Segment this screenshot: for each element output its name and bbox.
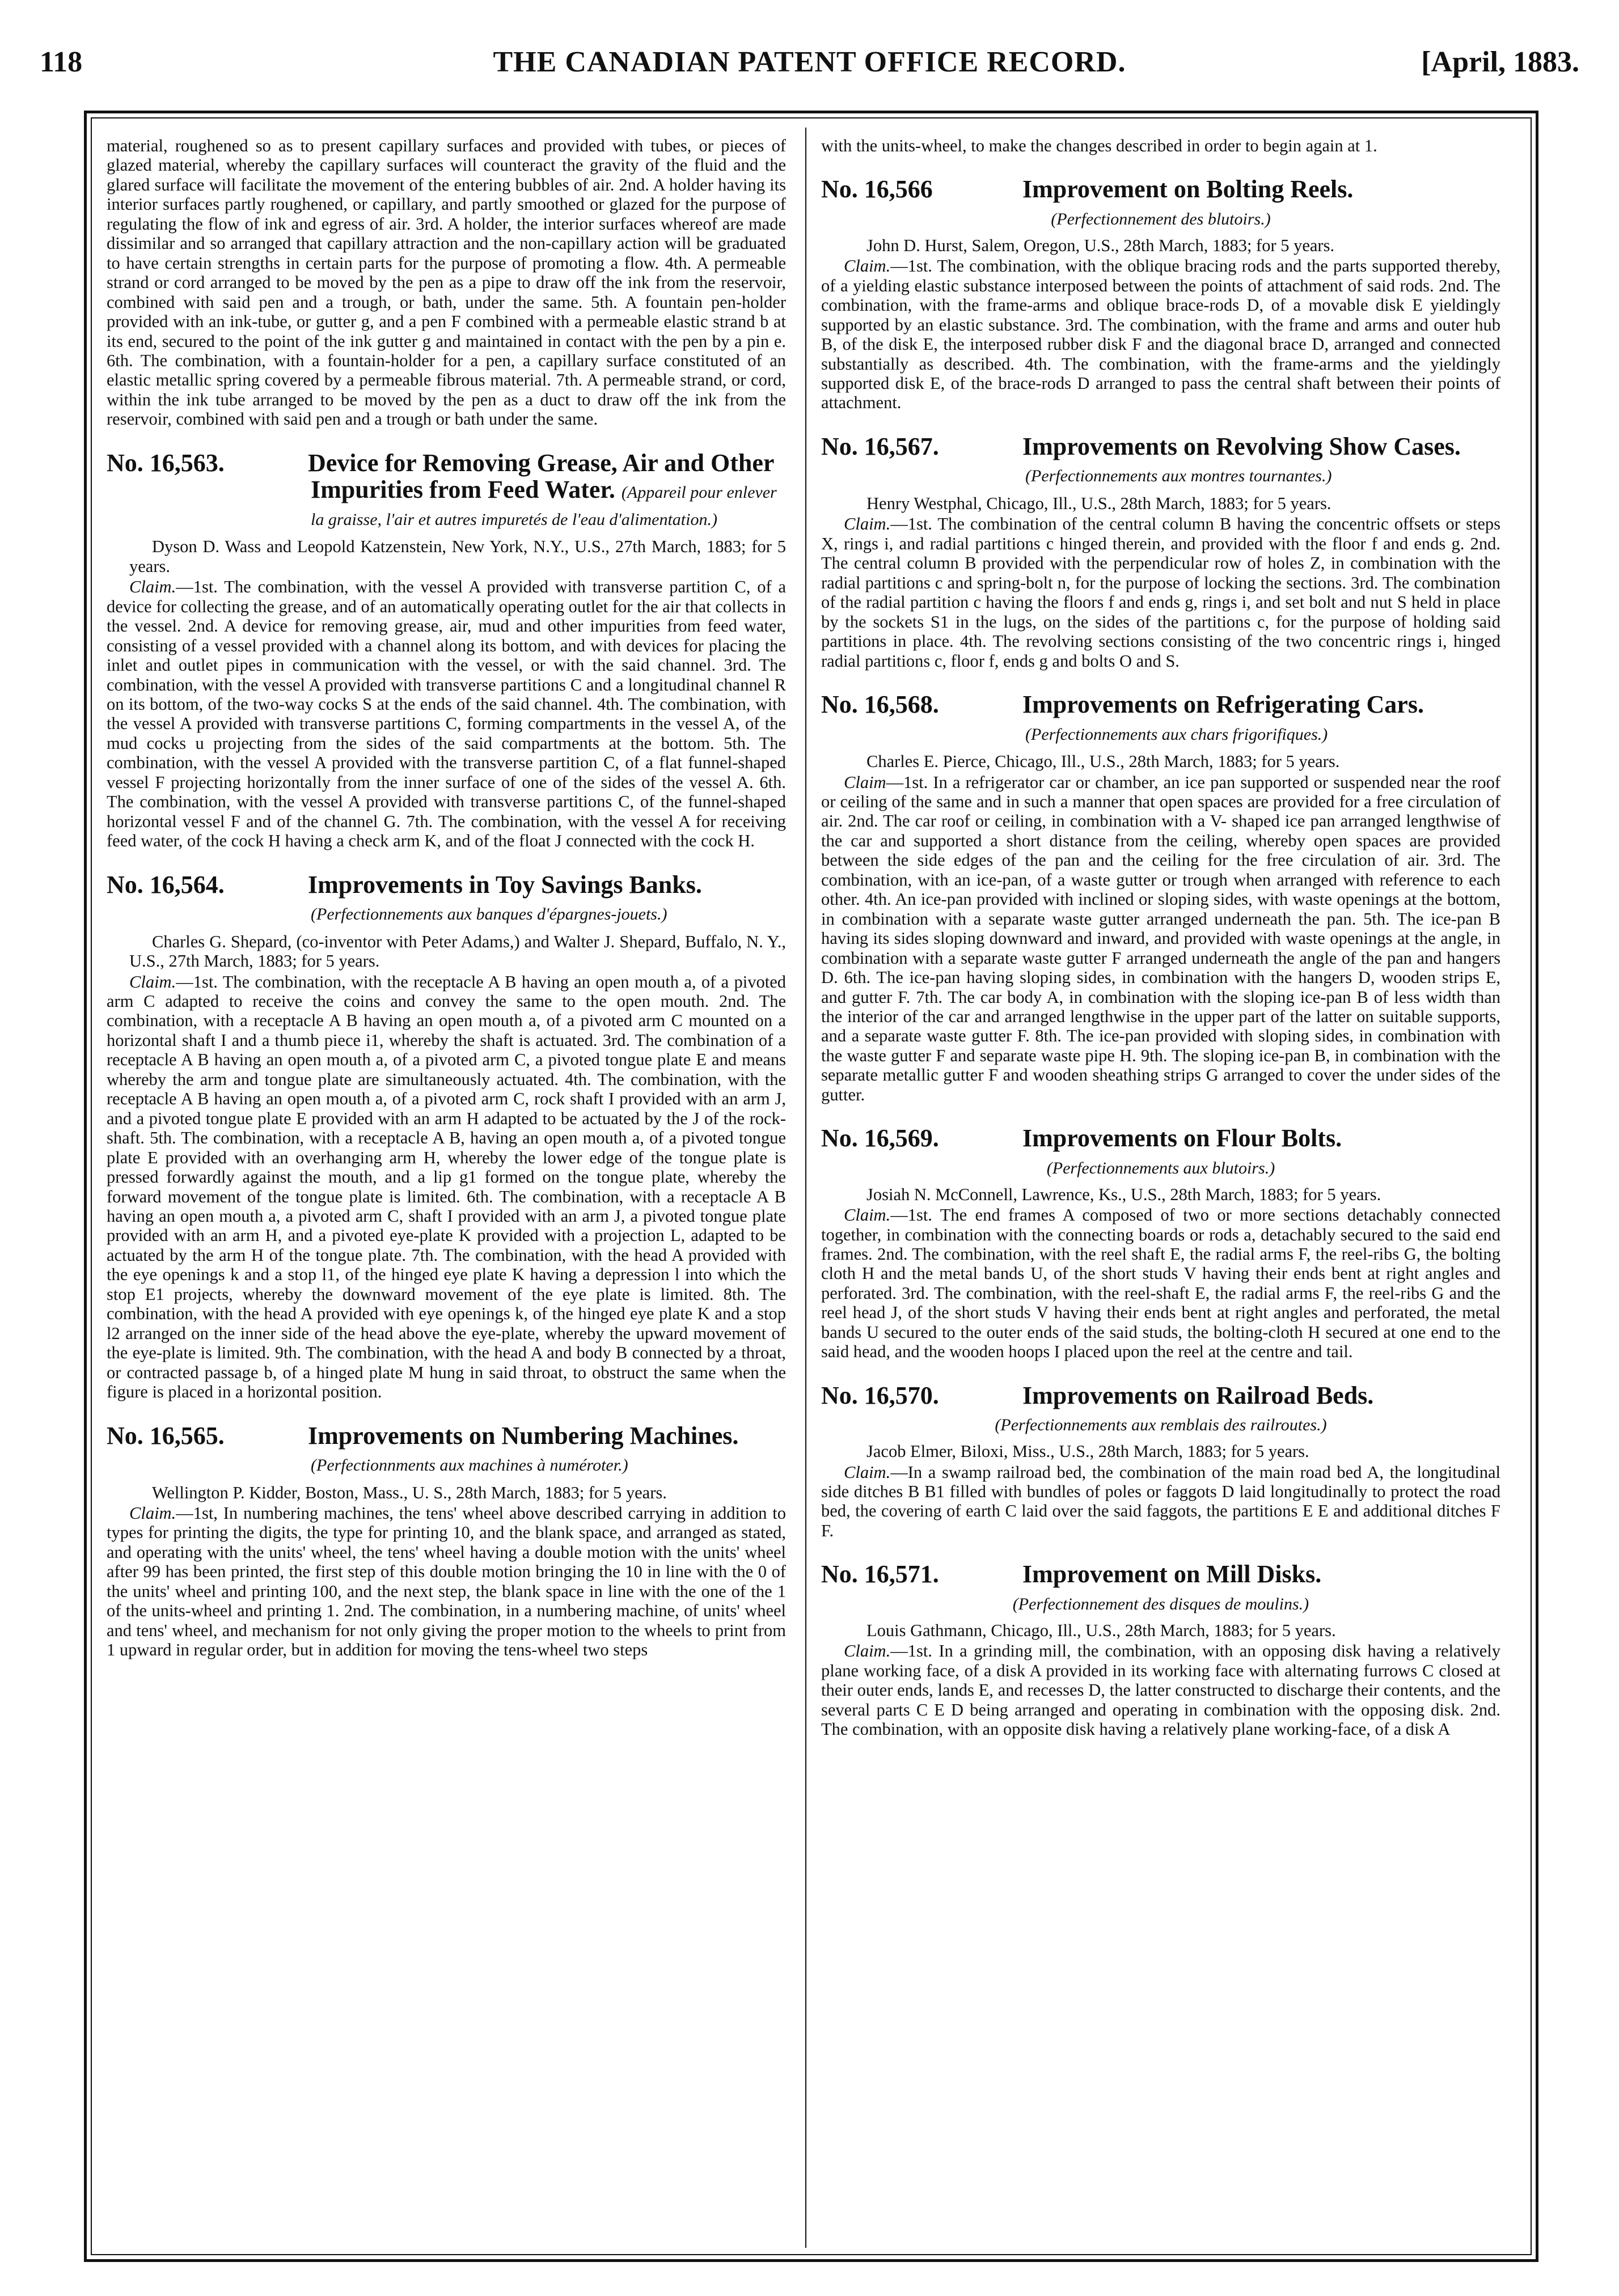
entry-heading (821, 433, 1500, 487)
claim-label: Claim. (129, 577, 176, 597)
french-title: (Perfectionnement des blutoirs.) (1051, 209, 1271, 228)
entry-heading (821, 176, 1500, 203)
claim-paragraph (107, 1503, 786, 1660)
right-column (821, 136, 1500, 2242)
claim-text: —In a swamp railroad bed, the combination of the main road bed A, the longitudinal side ditches B B1 filled with bundles of poles or faggots D laid longitudinally to protect the road bed, the covering of earth C laid over the said faggots, the partitions E E and additional ditches F F. (821, 1462, 1500, 1540)
entry-heading (107, 450, 786, 531)
continuation-text: material, roughened so as to present capillary surfaces and provided with tubes, or pieces of glazed material, whereby the capillary surfaces will counteract the gravity of the fluid and the glared surface will facilitate the movement of the entering bubbles of air. 2nd. A holder having its interior surfaces partly roughened, or capillary, and partly smoothed or glazed for the purpose of regulating the flow of ink and egress of air. 3rd. A holder, the interior surfaces whereof are made dissimilar and so arranged that capillary attraction and the non-capillary action will be graduated to have certain strengths in certain parts for the purpose of promoting a flow. 4th. A permeable strand or cord arranged to be moved by the pen as a pipe to draw off the ink from the reservoir, combined with said pen and a trough, or bath, under the same. 5th. A fountain pen-holder provided with an ink-tube, or gutter g, and a pen F combined with a permeable elastic strand b at its end, secured to the point of the ink gutter g and maintained in contact with the pen by a pin e. 6th. The combination, with a fountain-holder for a pen, a capillary surface constituted of an elastic metallic spring covered by a permeable fibrous material. 7th. A permeable strand, or cord, within the ink tube arranged to be moved by the pen as a duct to draw off the ink from the reservoir, combined with said pen and a trough or bath under the same. (107, 136, 786, 429)
claim-text: —1st, In numbering machines, the tens' wheel above described carrying in addition to types for printing the digits, the type for printing 10, and the blank space, and arranged as stated, and operating with the units' wheel, the tens' wheel having a double motion with the units' wheel after 99 has been printed, the first step of this double motion bringing the 10 in line with the 0 of the units' wheel and printing 100, and the next step, the blank space in line with the one of the 1 of the units-wheel and printing 1. 2nd. The combination, in a numbering machine, of units' wheel and tens' wheel, and mechanism for not only giving the proper motion to the wheels to print from 1 upward in regular order, but in addition for moving the tens-wheel two steps (107, 1503, 786, 1660)
patent-entry-16563 (107, 450, 786, 851)
patent-entry-16571 (821, 1561, 1500, 1739)
patent-title: Improvements in Toy Savings Banks. (308, 870, 702, 899)
claim-paragraph (821, 1463, 1500, 1541)
claim-label: Claim. (129, 972, 176, 992)
french-title: (Perfectionnement des disques de moulins.) (1012, 1594, 1309, 1613)
claim-paragraph (821, 773, 1500, 1105)
patentee-line: Charles E. Pierce, Chicago, Ill., U.S., 28th March, 1883; for 5 years. (866, 752, 1340, 772)
claim-paragraph (821, 256, 1500, 413)
patent-number: No. 16,568. (821, 691, 939, 719)
continuation-text: with the units-wheel, to make the changes described in order to begin again at 1. (821, 136, 1377, 155)
claim-label: Claim (844, 772, 886, 792)
claim-text: —1st. The combination, with the receptacle A B having an open mouth a, of a pivoted arm C adapted to receive the coins and convey the same to the open mouth. 2nd. The combination, with a receptacle A B having an open mouth a, of a pivoted arm C mounted on a horizontal shaft I and a thumb piece i1, whereby the shaft is actuated. 3rd. The combination of a receptacle A B having an open mouth a, of a pivoted arm C, a pivoted tongue plate E and means whereby the arm and tongue plate are simultaneously actuated. 4th. The combination, with the receptacle A B having an open mouth a, of a pivoted arm C, rock shaft I provided with an arm J, and a pivoted tongue plate E provided with an arm H adapted to be actuated by the J of the rock-shaft. 5th. The combination, with a receptacle A B, having an open mouth a, of a pivoted tongue plate E provided with an overhanging arm H, whereby the lower edge of the tongue plate is pressed forwardly against the mouth, and a lip g1 formed on the tongue plate, whereby the forward movement of the tongue plate is limited. 6th. The combination, with a receptacle A B having an open mouth a, a pivoted arm C, shaft I provided with an arm J, a pivoted tongue plate provided with an arm H, and a pivoted eye-plate K provided with a projection L, adapted to be actuated by the arm H of the tongue plate. 7th. The combination, with the head A provided with the eye openings k and a stop l1, of the hinged eye plate K having a depression l into which the stop E1 projects, whereby the downward movement of the eye plate is limited. 8th. The combination, with the head A provided with eye openings k, of the hinged eye plate K and a stop l2 arranged on the inner side of the head above the eye-plate, whereby the upward movement of the eye-plate is limited. 9th. The combination, with the head A and body B connected by a throat, or contracted passage b, of a hinged plate M hung in said throat, to obstruct the same when the figure is placed in a horizontal position. (107, 972, 786, 1402)
entry-heading (821, 1382, 1500, 1409)
french-title: (Perfectionnements aux montres tournantes.) (1025, 467, 1332, 486)
patentee-line: Louis Gathmann, Chicago, Ill., U.S., 28th March, 1883; for 5 years. (866, 1620, 1336, 1640)
patent-number: No. 16,564. (107, 870, 225, 899)
claim-text: —1st. The combination, with the vessel A provided with transverse partition C, of a device for collecting the grease, and of an automatically operating outlet for the air that collects in the vessel. 2nd. A device for removing grease, air, mud and other impurities from feed water, consisting of a vessel provided with a channel along its bottom, and with devices for placing the inlet and outlet pipes in communication with the vessel, or with the said channel. 3rd. The combination, with the vessel A provided with transverse partitions C and a longitudinal channel R on its bottom, of the two-way cocks S at the ends of the said channel. 4th. The combination, with the vessel A provided with transverse partitions C, forming compartments in the vessel A, of the mud cocks u projecting from the sides of the said compartments at the bottom. 5th. The combination, with the vessel A provided with the transverse partition C, of a flat funnel-shaped vessel F projecting horizontally from the inner surface of one of the sides of the vessel A. 6th. The combination, with the vessel A provided with transverse partitions C, of the funnel-shaped horizontal vessel F and of the channel G. 7th. The combination, with the vessel A for receiving feed water, of the cock H having a check arm K, and of the float J connected with the cock H. (107, 577, 786, 851)
patentee-line: Jacob Elmer, Biloxi, Miss., U.S., 28th March, 1883; for 5 years. (866, 1442, 1309, 1462)
claim-label: Claim. (844, 256, 891, 276)
page-number: 118 (40, 46, 83, 78)
patent-number: No. 16,566 (821, 175, 933, 204)
patent-title: Improvements on Revolving Show Cases. (1022, 432, 1461, 460)
patent-number: No. 16,567. (821, 432, 939, 460)
patentee-line: Charles G. Shepard, (co-inventor with Peter Adams,) and Walter J. Shepard, Buffalo, N. Y., U.S., 27th March, 1883; for 5 years. (129, 931, 786, 971)
issue-date: [April, 1883. (1421, 46, 1579, 78)
patent-number: No. 16,565. (107, 1421, 225, 1450)
patentee-line: Josiah N. McConnell, Lawrence, Ks., U.S., 28th March, 1883; for 5 years. (866, 1184, 1381, 1204)
patent-entry-16564 (107, 871, 786, 1402)
claim-paragraph (821, 1641, 1500, 1739)
patent-entry-16567 (821, 433, 1500, 671)
patentee-line: John D. Hurst, Salem, Oregon, U.S., 28th March, 1883; for 5 years. (866, 235, 1335, 255)
claim-label: Claim. (129, 1503, 176, 1523)
patent-title: Improvements on Flour Bolts. (1022, 1124, 1342, 1153)
patent-title: Improvement on Bolting Reels. (1022, 175, 1354, 204)
claim-label: Claim. (844, 514, 891, 534)
claim-paragraph (821, 1205, 1500, 1362)
journal-title: THE CANADIAN PATENT OFFICE RECORD. (493, 46, 1126, 78)
patent-entry-16565 (107, 1422, 786, 1660)
patent-entry-16568 (821, 691, 1500, 1104)
patentee-line: Dyson D. Wass and Leopold Katzenstein, New York, N.Y., U.S., 27th March, 1883; for 5 years. (129, 537, 786, 576)
entry-heading (821, 691, 1500, 745)
french-title: (Perfectionnements aux banques d'épargnes-jouets.) (311, 905, 667, 924)
claim-label: Claim. (844, 1205, 891, 1225)
patentee-line: Wellington P. Kidder, Boston, Mass., U. S., 28th March, 1883; for 5 years. (152, 1482, 667, 1502)
patent-title: Improvement on Mill Disks. (1022, 1560, 1322, 1588)
entry-heading (821, 1125, 1500, 1152)
claim-text: —1st. The combination, with the oblique bracing rods and the parts supported thereby, of a yielding elastic substance interposed between the points of attachment of said rods. 2nd. The combination, with the frame-arms and oblique brace-rods D, of a movable disk E yieldingly supported by an elastic substance. 3rd. The combination, with the frame and arms and outer hub B, of the disk E, the interposed rubber disk F and the diagonal brace D, arranged and connected substantially as described. 4th. The combination, with the frame-arms and the yieldingly supported disk E, of the brace-rods D arranged to pass the central shaft between their points of attachment. (821, 256, 1500, 413)
patent-number: No. 16,563. (107, 448, 225, 477)
claim-text: —1st. The end frames A composed of two or more sections detachably connected together, in combination with the connecting boards or rods a, detachably secured to the said end frames. 2nd. The combination, with the reel shaft E, the radial arms F, the reel-ribs G, the bolting cloth H and the metal bands U, of the short studs V having their ends bent at right angles and perforated. 3rd. The combination, with the reel-shaft E, the radial arms F, the reel-ribs G and the reel head J, of the short studs V having their ends bent at right angles and perforated, the metal bands U secured to the outer ends of the said studs, the bolting-cloth H secured at one end to the said head, and the wooden hoops I placed upon the reel at the centre and tail. (821, 1205, 1500, 1362)
patent-entry-16570 (821, 1382, 1500, 1541)
french-title: (Appareil pour enlever la graisse, l'air et autres impuretés de l'eau d'alimentation.) (311, 483, 777, 529)
patent-title: Improvements on Numbering Machines. (308, 1421, 739, 1450)
french-title: (Perfectionnments aux machines à numéroter.) (311, 1456, 628, 1475)
patentee-line: Henry Westphal, Chicago, Ill., U.S., 28th March, 1883; for 5 years. (866, 493, 1331, 513)
patent-title: Improvements on Refrigerating Cars. (1022, 691, 1424, 719)
claim-text: —1st. The combination of the central column B having the concentric offsets or steps X, rings i, and radial partitions c hinged therein, and provided with the floor f and ends g. 2nd. The central column B provided with the perpendicular row of holes Z, in combination with the radial partitions c and spring-bolt n, for the purpose of locking the sections. 3rd. The combination of the radial partition c having the floors f and ends g, rings i, and set bolt and nut S held in place by the sockets S1 in the lugs, on the sides of the partitions c, for the purpose of holding said partitions in place. 4th. The revolving sections consisting of the two concentric rings i, hinged radial partitions c, floor f, ends g and bolts O and S. (821, 514, 1500, 671)
patent-number: No. 16,569. (821, 1124, 939, 1153)
running-head (40, 45, 1579, 85)
patent-entry-16569 (821, 1125, 1500, 1361)
entry-heading (107, 1422, 786, 1476)
entry-heading (821, 1561, 1500, 1588)
claim-paragraph (821, 514, 1500, 671)
claim-text: —1st. In a refrigerator car or chamber, an ice pan supported or suspended near the roof or ceiling of the same and in such a manner that open spaces are provided for a free circulation of air. 2nd. The car roof or ceiling, in combination with a V- shaped ice pan arranged lengthwise of the car and supported a short distance from the ceiling, whereby open spaces are provided between the side edges of the pan and the ceiling for the free circulation of air. 3rd. The combination, with an ice-pan, of a waste gutter or trough when arranged with reference to each other. 4th. An ice-pan provided with inclined or sloping sides, with waste openings at the bottom, in combination with a separate waste gutter arranged underneath the pan. 5th. The ice-pan B having its sides sloping downward and inward, and provided with waste openings at the angle, in combination with a separate waste gutter F arranged underneath the angle of the pan and hangers D. 6th. The ice-pan having sloping sides, in combination with the hangers D, wooden strips E, and gutter F. 7th. The car body A, in combination with the sloping ice-pan B of less width than the interior of the car and arranged lengthwise in the upper part of the latter on suitable supports, and a separate waste gutter F. 8th. The ice-pan provided with sloping sides, in combination with the waste gutter F and separate waste pipe H. 9th. The sloping ice-pan B, in combination with the separate metallic gutter F and wooden sheathing strips G arranged to cover the under sides of the gutter. (821, 772, 1500, 1104)
entry-heading (107, 871, 786, 925)
patent-number: No. 16,571. (821, 1560, 939, 1588)
patent-title: Improvements on Railroad Beds. (1022, 1381, 1374, 1409)
patent-entry-16566 (821, 176, 1500, 412)
claim-paragraph (107, 972, 786, 1402)
french-title: (Perfectionnements aux remblais des railroutes.) (995, 1416, 1327, 1435)
patent-title: Device for Removing Grease, Air and Other Impurities from Feed Water. (308, 448, 774, 504)
column-divider (805, 128, 806, 2248)
french-title: (Perfectionnements aux blutoirs.) (1046, 1158, 1275, 1177)
french-title: (Perfectionnements aux chars frigorifiques.) (1025, 725, 1328, 744)
claim-text: —1st. In a grinding mill, the combination, with an opposing disk having a relatively plane working face, of a disk A provided in its working face with alternating furrows C closed at their outer ends, lands E, and recesses D, the latter constructed to discharge their contents, and the several parts C E D being arranged and operating in combination with the opposing disk. 2nd. The combination, with an opposite disk having a relatively plane working-face, of a disk A (821, 1641, 1500, 1739)
claim-paragraph (107, 577, 786, 850)
claim-label: Claim. (844, 1641, 891, 1661)
patent-number: No. 16,570. (821, 1381, 939, 1409)
left-column (107, 136, 786, 2242)
claim-label: Claim. (844, 1462, 891, 1482)
